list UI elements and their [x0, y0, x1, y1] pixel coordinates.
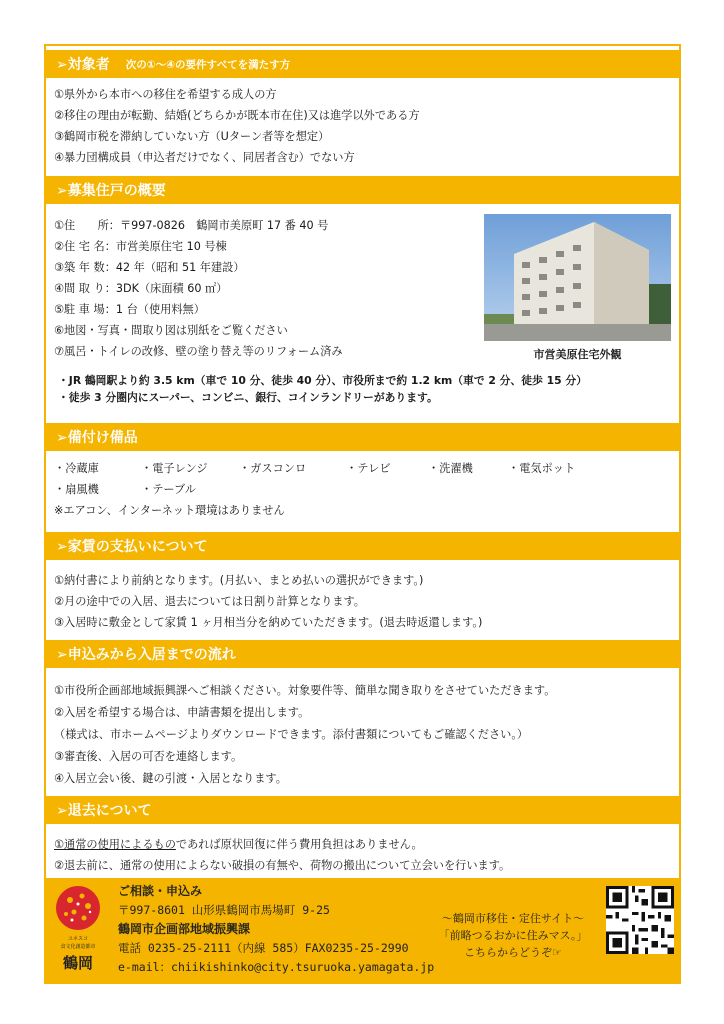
- normal-use-underlined: ①通常の使用によるもの: [54, 838, 176, 851]
- tsuruoka-logo: [52, 884, 104, 976]
- flow-title: ➢申込みから入居までの流れ: [56, 647, 236, 663]
- eligibility-subtitle: 次の①～④の要件すべてを満たす方: [125, 58, 291, 71]
- housing-title: ➢募集住戸の概要: [56, 183, 166, 199]
- contact-department: 鶴岡市企画部地域振興課: [118, 922, 251, 936]
- list-item: ②入居を希望する場合は、申請書類を提出します。: [54, 706, 310, 719]
- equipment-header: [46, 423, 679, 451]
- eligibility-body: [46, 78, 679, 168]
- qr-code-icon: [606, 886, 674, 954]
- equipment-row-1: [54, 458, 671, 479]
- site-line-2: 「前略つるおかに住みマス。」: [438, 929, 588, 942]
- flow-header: [46, 640, 679, 668]
- equipment-row-2: [54, 479, 671, 500]
- contact-phone: 電話 0235-25-2111（内線 585）FAX0235-25-2990: [118, 941, 409, 955]
- logo-small-text-1: ユネスコ: [67, 936, 89, 942]
- contact-footer: [46, 878, 679, 982]
- list-item: ③築 年 数：42 年（昭和 51 年建設）: [54, 261, 245, 274]
- list-item: ④暴力団構成員（申込者だけでなく、同居者含む）でない方: [54, 151, 355, 164]
- flyer-sheet: [44, 44, 681, 984]
- contact-address: 〒997-8601 山形県鶴岡市馬場町 9-25: [118, 903, 330, 917]
- list-item: ②退去前に、通常の使用によらない破損の有無や、荷物の搬出について立会いを行います。: [54, 859, 511, 872]
- site-line-1: ～鶴岡市移住・定住サイト～: [441, 912, 585, 925]
- equipment-body: [46, 454, 679, 521]
- shops-note: ・徒歩 3 分圏内にスーパー、コンビニ、銀行、コインランドリーがあります。: [58, 391, 438, 404]
- rent-title: ➢家賃の支払いについて: [56, 539, 208, 555]
- contact-heading: ご相談・申込み: [118, 884, 203, 898]
- logo-emblem-icon: [52, 884, 104, 976]
- building-photo: [484, 214, 671, 341]
- access-note: ・JR 鶴岡駅より約 3.5 km（車で 10 分、徒歩 40 分）、市役所まで約 1.2 km（車で 2 分、徒歩 15 分）: [58, 374, 587, 387]
- list-item: ③審査後、入居の可否を連絡します。: [54, 750, 243, 763]
- list-item: ・ガスコンロ: [239, 462, 307, 475]
- list-item: ①住 所：〒997-0826 鶴岡市美原町 17 番 40 号: [54, 219, 329, 232]
- equipment-note: ※エアコン、インターネット環境はありません: [54, 504, 285, 517]
- list-item: ④間 取 り：3DK（床面積 60 ㎡）: [54, 282, 228, 295]
- list-item: ⑤駐 車 場：1 台（使用料無）: [54, 303, 205, 316]
- contact-email[interactable]: e-mail：chiikishinko@city.tsuruoka.yamagata.jp: [118, 960, 435, 974]
- list-item: ⑥地図・写真・間取り図は別紙をご覧ください: [54, 324, 288, 337]
- list-item: ①市役所企画部地域振興課へご相談ください。対象要件等、簡単な聞き取りをさせていただきます。: [54, 684, 556, 697]
- building-photo-image: [484, 214, 671, 341]
- list-item: ・扇風機: [54, 483, 99, 496]
- list-item: ①納付書により前納となります。(月払い、まとめ払いの選択ができます。): [54, 574, 424, 587]
- list-item: ・洗濯機: [428, 462, 473, 475]
- list-item: ①県外から本市への移住を希望する成人の方: [54, 88, 277, 101]
- list-item: ②月の途中での入居、退去については日割り計算となります。: [54, 595, 365, 608]
- logo-city-name: 鶴岡: [62, 954, 94, 972]
- list-item: ②住 宅 名：市営美原住宅 10 号棟: [54, 240, 227, 253]
- list-item: ③鶴岡市税を滞納していない方（Uターン者等を想定）: [54, 130, 330, 143]
- migration-site: [434, 910, 592, 961]
- site-line-3: こちらからどうぞ☞: [464, 946, 562, 959]
- moveout-body: [46, 828, 679, 876]
- eligibility-title: ➢対象者: [56, 57, 110, 73]
- list-item: ・テーブル: [141, 483, 196, 496]
- logo-small-text-2: 食文化創造都市: [60, 944, 96, 950]
- contact-info: [118, 882, 434, 977]
- flow-body: [46, 674, 679, 790]
- normal-use-rest: であれば原状回復に伴う費用負担はありません。: [175, 838, 423, 851]
- list-item: ⑦風呂・トイレの改修、壁の塗り替え等のリフォーム済み: [54, 345, 343, 358]
- list-item: （様式は、市ホームページよりダウンロードできます。添付書類についてもご確認ください。）: [54, 728, 529, 741]
- eligibility-header: [46, 50, 679, 78]
- housing-header: [46, 176, 679, 204]
- equipment-title: ➢備付け備品: [56, 430, 138, 446]
- photo-caption: 市営美原住宅外観: [533, 348, 622, 361]
- list-item: ・テレビ: [346, 462, 391, 475]
- list-item: ②移住の理由が転勤、結婚(どちらかが既本市在住)又は進学以外である方: [54, 109, 420, 122]
- qr-code[interactable]: [606, 886, 674, 954]
- list-item: ・電気ポット: [508, 462, 576, 475]
- list-item: [54, 834, 671, 855]
- rent-body: [46, 564, 679, 633]
- list-item: ・電子レンジ: [141, 462, 208, 475]
- moveout-header: [46, 796, 679, 824]
- moveout-title: ➢退去について: [56, 803, 152, 819]
- list-item: ④入居立会い後、鍵の引渡・入居となります。: [54, 772, 287, 785]
- list-item: ・冷蔵庫: [54, 462, 99, 475]
- rent-header: [46, 532, 679, 560]
- list-item: ③入居時に敷金として家賃 1 ヶ月相当分を納めていただきます。(退去時返還します。): [54, 616, 483, 629]
